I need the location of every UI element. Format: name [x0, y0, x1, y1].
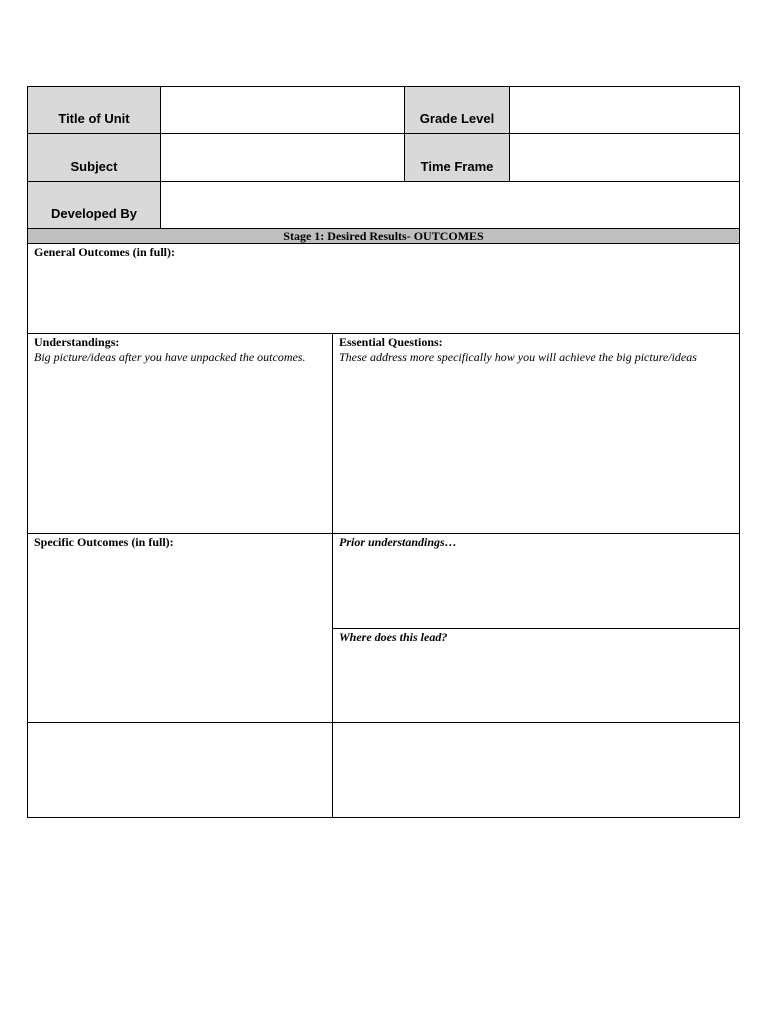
- general-outcomes-heading: General Outcomes (in full):: [34, 245, 175, 259]
- subject-label: Subject: [28, 134, 161, 182]
- essential-questions-hint: These address more specifically how you will achieve the big picture/ideas: [339, 350, 697, 364]
- prior-understandings-section[interactable]: [333, 534, 740, 629]
- time-frame-field[interactable]: [510, 134, 740, 182]
- understandings-hint: Big picture/ideas after you have unpacked the outcomes.: [34, 350, 306, 364]
- title-of-unit-label: Title of Unit: [28, 87, 161, 134]
- unit-plan-form: [27, 86, 740, 818]
- title-of-unit-field[interactable]: [161, 87, 405, 134]
- where-does-this-lead-heading: Where does this lead?: [339, 630, 448, 644]
- essential-questions-heading: Essential Questions:: [339, 335, 443, 349]
- where-does-this-lead-section[interactable]: [333, 629, 740, 723]
- grade-level-label: Grade Level: [405, 87, 510, 134]
- general-outcomes-section[interactable]: [28, 244, 740, 334]
- specific-outcomes-section[interactable]: [28, 534, 333, 723]
- grade-level-field[interactable]: [510, 87, 740, 134]
- blank-cell-right[interactable]: [333, 723, 740, 818]
- stage1-header: Stage 1: Desired Results- OUTCOMES: [28, 229, 740, 244]
- understandings-heading: Understandings:: [34, 335, 120, 349]
- developed-by-label: Developed By: [28, 182, 161, 229]
- blank-cell-left[interactable]: [28, 723, 333, 818]
- prior-understandings-heading: Prior understandings…: [339, 535, 457, 549]
- specific-outcomes-heading: Specific Outcomes (in full):: [34, 535, 174, 549]
- time-frame-label: Time Frame: [405, 134, 510, 182]
- understandings-section[interactable]: [28, 334, 333, 534]
- essential-questions-section[interactable]: [333, 334, 740, 534]
- subject-field[interactable]: [161, 134, 405, 182]
- developed-by-field[interactable]: [161, 182, 740, 229]
